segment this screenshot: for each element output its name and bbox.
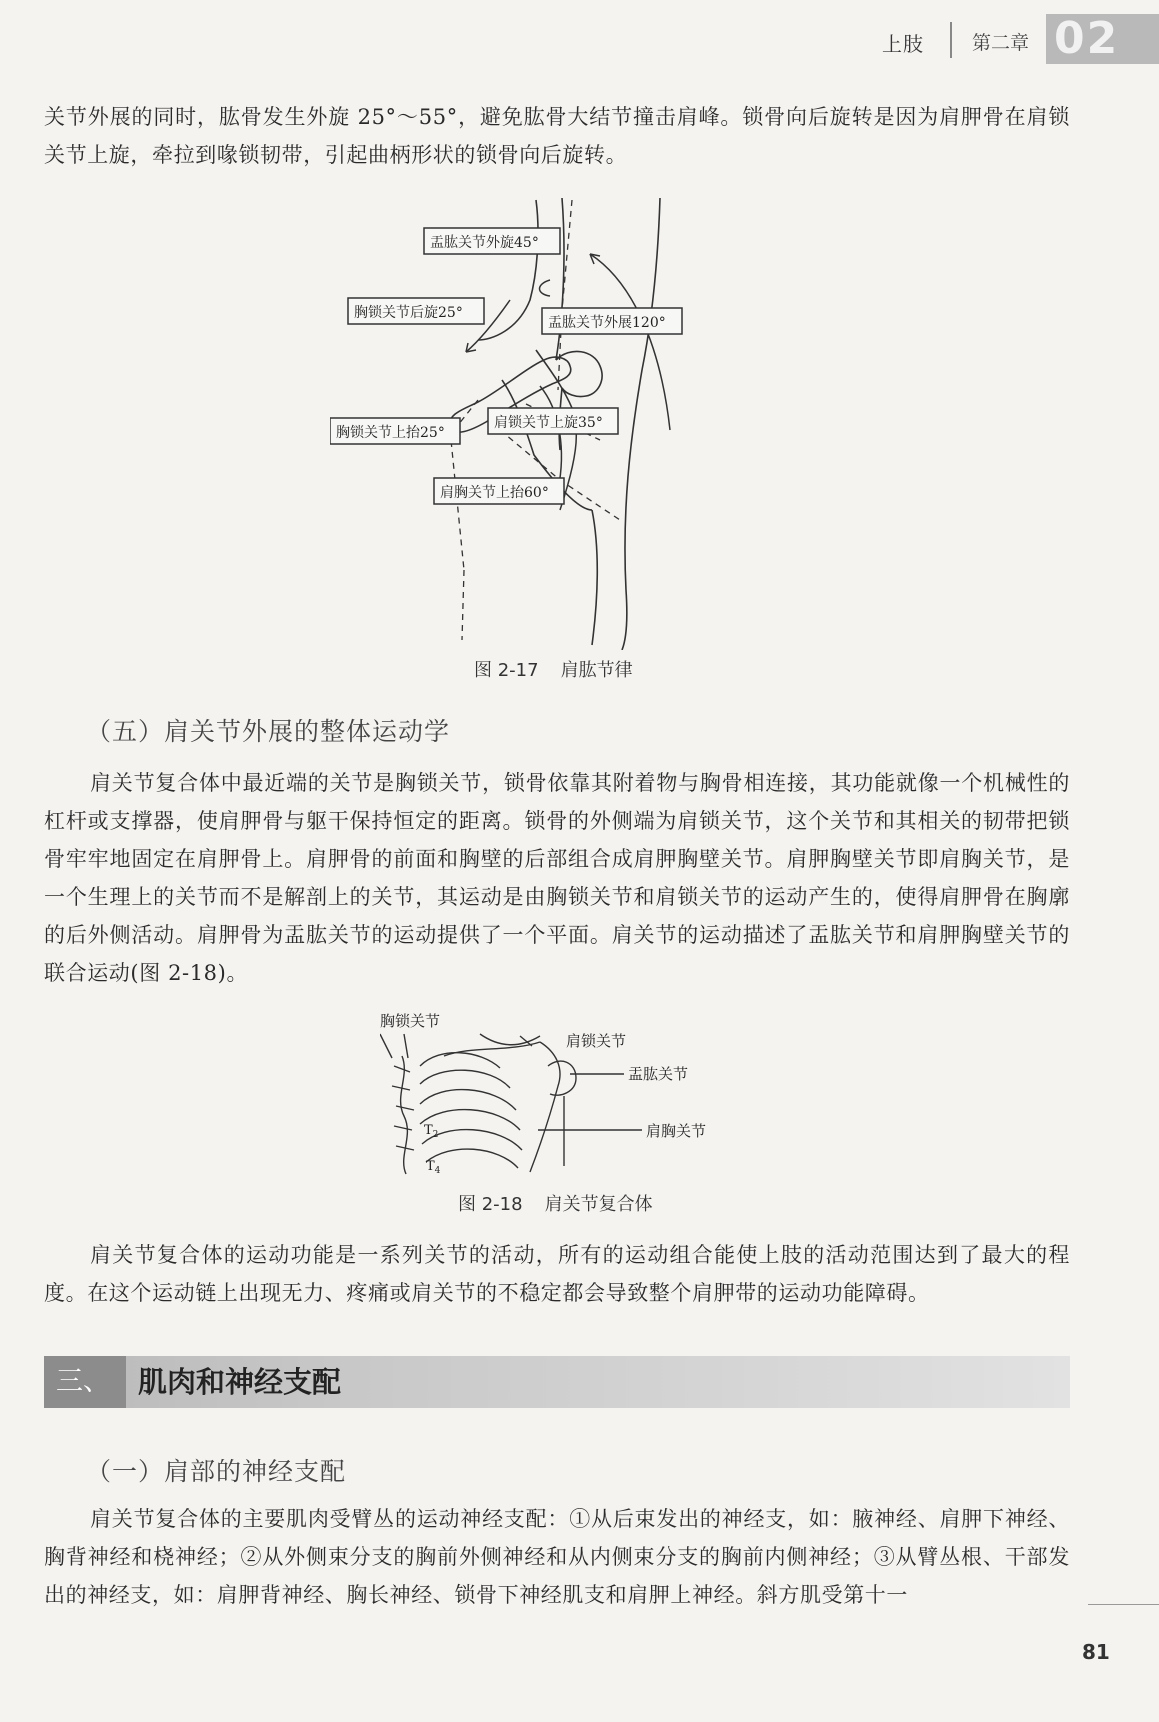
abduction-arc [590,254,670,430]
ext-rot-curl [540,280,551,296]
header-chapter: 第二章 [972,32,1030,54]
paragraph-4: 肩关节复合体的主要肌肉受臂丛的运动神经支配：①从后束发出的神经支，如：腋神经、肩胛下神经、胸背神经和桡神经；②从外侧束分支的胸前外侧神经和从内侧束分支的胸前内侧神经；③从臂丛根、干部发出的神经支，如：肩胛背神经、胸长神经、锁骨下神经肌支和肩胛上神经。斜方肌受第十一 [44,1507,1070,1607]
humerus-head-2 [548,1061,576,1095]
header-section: 上肢 [882,32,924,56]
figure-2-18 [380,1006,740,1176]
label-gh-joint: 盂肱关节 [628,1065,689,1083]
paragraph-1: 关节外展的同时，肱骨发生外旋 25°～55°，避免肱骨大结节撞击肩峰。锁骨向后旋转是因为肩胛骨在肩锁关节上旋，牵拉到喙锁韧带，引起曲柄形状的锁骨向后旋转。 [44,105,1070,167]
shoulder-top [480,1034,540,1045]
figure-2-18-title: 肩关节复合体 [544,1194,653,1215]
label-sc-joint: 胸锁关节 [380,1012,441,1030]
figure-2-17-number: 图 2-17 [474,660,539,681]
label-gh-abd: 盂肱关节外展120° [548,315,666,331]
page-rule [1088,1604,1159,1605]
label-sc-elev: 胸锁关节上抬25° [336,425,445,441]
section-number: 三、 [44,1356,126,1408]
figure-2-17 [330,190,790,650]
figure-2-17-title: 肩肱节律 [560,660,633,681]
elev-arc [540,386,561,490]
section-title: 肌肉和神经支配 [138,1365,342,1399]
leader-sc [380,1034,392,1058]
figure-2-18-number: 图 2-18 [458,1194,523,1215]
spine-line [401,1056,408,1174]
paragraph-2: 肩关节复合体中最近端的关节是胸锁关节，锁骨依靠其附着物与胸骨相连接，其功能就像一个机械性的杠杆或支撑器，使肩胛骨与躯干保持恒定的距离。锁骨的外侧端为肩锁关节，这个关节和其相关的韧带把锁骨牢牢地固定在肩胛骨上。肩胛骨的前面和胸壁的后部组合成肩胛胸壁关节。肩胛胸壁关节即肩胸关节，是一个生理上的关节而不是解剖上的关节，其运动是由胸锁关节和肩锁关节的运动产生的，使得肩胛骨在胸廓的后外侧活动。肩胛骨为盂肱关节的运动提供了一个平面。肩关节的运动描述了盂肱关节和肩胛胸壁关节的联合运动(图 2-18)。 [44,771,1070,985]
label-st-elev: 肩胸关节上抬60° [440,485,549,501]
label-ac-up-rot: 肩锁关节上旋35° [494,415,603,431]
rib-4 [420,1110,520,1130]
arm-outline-right [622,198,660,650]
header-divider [950,22,952,58]
clavicle-line [444,1042,540,1056]
neck-outline [478,200,538,340]
label-sc-post-rot: 胸锁关节后旋25° [354,305,463,321]
paragraph-3: 肩关节复合体的运动功能是一系列关节的活动，所有的运动组合能使上肢的活动范围达到了最大的程度。在这个运动链上出现无力、疼痛或肩关节的不稳定都会导致整个肩胛带的运动功能障碍。 [44,1243,1070,1305]
label-st-joint: 肩胸关节 [646,1122,707,1140]
subhead-five: （五）肩关节外展的整体运动学 [86,717,451,746]
dashed-line-5 [462,570,464,640]
page-header [0,0,1159,80]
figure-2-17-caption [474,656,633,682]
section-header-bar [44,1356,1070,1408]
label-ac-joint: 肩锁关节 [566,1032,627,1050]
figure-2-18-caption [458,1190,653,1216]
arm-outline-left [556,198,564,360]
rib-2 [420,1070,510,1088]
page-number: 81 [1082,1640,1110,1664]
rib-1 [420,1053,500,1068]
label-gh-ext-rot: 盂肱关节外旋45° [430,235,539,251]
rib-3 [420,1090,516,1110]
header-chapter-number: 02 [1046,14,1159,64]
leader-sc-2 [404,1034,408,1058]
trunk-outline [592,510,597,645]
label-t4: $T_4$ [426,1159,441,1176]
label-t2: $T_2$ [424,1123,439,1140]
subhead-one: （一）肩部的神经支配 [86,1457,347,1486]
